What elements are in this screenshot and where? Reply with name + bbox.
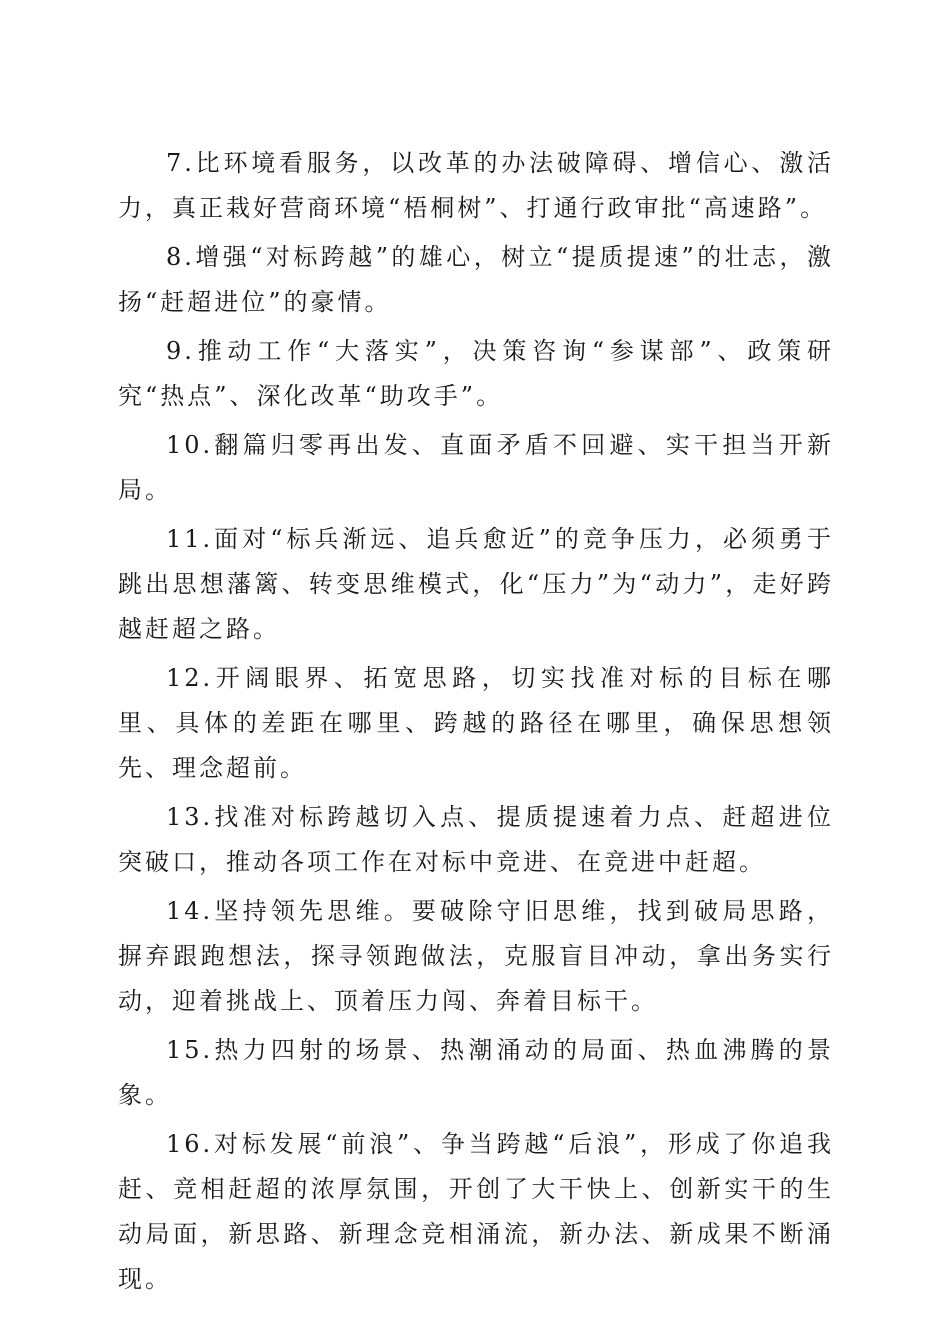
paragraph-7: 7.比环境看服务，以改革的办法破障碍、增信心、激活力，真正栽好营商环境“梧桐树”、打通行政审批“高速路”。 <box>118 149 834 222</box>
paragraph-14: 14.坚持领先思维。要破除守旧思维，找到破局思路，摒弃跟跑想法，探寻领跑做法，克服盲目冲动，拿出务实行动，迎着挑战上、顶着压力闯、奔着目标干。 <box>118 897 834 1015</box>
paragraph-8: 8.增强“对标跨越”的雄心，树立“提质提速”的壮志，激扬“赶超进位”的豪情。 <box>118 243 834 316</box>
paragraph-11: 11.面对“标兵渐远、追兵愈近”的竞争压力，必须勇于跳出思想藩篱、转变思维模式，化“压力”为“动力”，走好跨越赶超之路。 <box>118 525 834 643</box>
paragraph-13: 13.找准对标跨越切入点、提质提速着力点、赶超进位突破口，推动各项工作在对标中竞进、在竞进中赶超。 <box>118 803 834 876</box>
document-body <box>118 141 834 1306</box>
paragraph-9: 9.推动工作“大落实”，决策咨询“参谋部”、政策研究“热点”、深化改革“助攻手”。 <box>118 337 834 410</box>
paragraph-10: 10.翻篇归零再出发、直面矛盾不回避、实干担当开新局。 <box>118 431 834 504</box>
paragraph-15: 15.热力四射的场景、热潮涌动的局面、热血沸腾的景象。 <box>118 1036 834 1109</box>
paragraph-12: 12.开阔眼界、拓宽思路，切实找准对标的目标在哪里、具体的差距在哪里、跨越的路径在哪里，确保思想领先、理念超前。 <box>118 664 834 782</box>
paragraph-16: 16.对标发展“前浪”、争当跨越“后浪”，形成了你追我赶、竞相赶超的浓厚氛围，开创了大干快上、创新实干的生动局面，新思路、新理念竞相涌流，新办法、新成果不断涌现。 <box>118 1130 834 1293</box>
